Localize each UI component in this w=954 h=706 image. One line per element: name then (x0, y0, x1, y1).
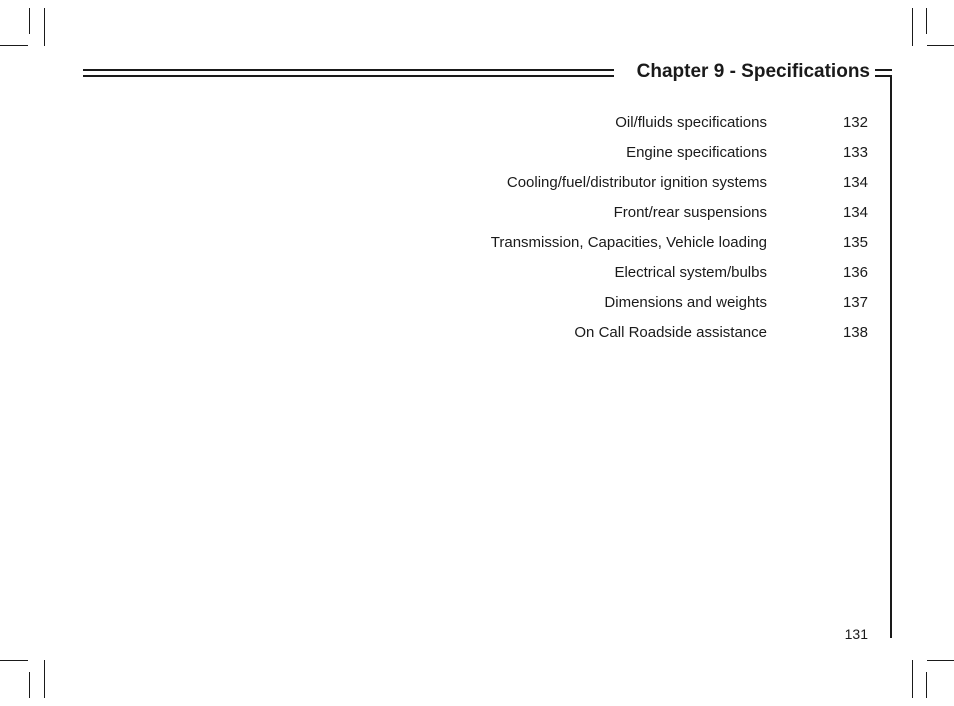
crop-mark-bottom-right-v2 (926, 672, 927, 698)
crop-mark-top-left-v2 (44, 8, 45, 46)
toc-row[interactable] (0, 322, 954, 344)
toc-label: Oil/fluids specifications (615, 114, 767, 131)
crop-mark-top-left-h (0, 45, 28, 46)
crop-mark-top-right-h (927, 45, 954, 46)
crop-mark-bottom-right-v1 (912, 660, 913, 698)
header-rule-left-bottom (83, 75, 614, 77)
toc-label: On Call Roadside assistance (574, 324, 767, 341)
toc-label: Electrical system/bulbs (614, 264, 767, 281)
crop-mark-bottom-left-h (0, 660, 28, 661)
toc-page-number: 134 (842, 174, 868, 191)
header-rule-left-top (83, 69, 614, 71)
toc-row[interactable] (0, 172, 954, 194)
toc-row[interactable] (0, 232, 954, 254)
toc-row[interactable] (0, 202, 954, 224)
crop-mark-bottom-left-v2 (44, 660, 45, 698)
toc-row[interactable] (0, 142, 954, 164)
crop-mark-top-left-v1 (29, 8, 30, 34)
header-rule-right-top (875, 69, 892, 71)
toc-row[interactable] (0, 292, 954, 314)
toc-label: Engine specifications (626, 144, 767, 161)
toc-page-number: 136 (842, 264, 868, 281)
crop-mark-bottom-left-v1 (29, 672, 30, 698)
toc-page-number: 134 (842, 204, 868, 221)
toc-label: Cooling/fuel/distributor ignition systems (506, 174, 767, 191)
page-number: 131 (844, 626, 868, 642)
toc-label: Dimensions and weights (604, 294, 767, 311)
toc-page-number: 132 (842, 114, 868, 131)
toc-row[interactable] (0, 112, 954, 134)
toc-label: Front/rear suspensions (613, 204, 767, 221)
toc-page-number: 138 (842, 324, 868, 341)
toc-page-number: 133 (842, 144, 868, 161)
crop-mark-bottom-right-h (927, 660, 954, 661)
crop-mark-top-right-v2 (926, 8, 927, 34)
toc-page-number: 137 (842, 294, 868, 311)
toc-row[interactable] (0, 262, 954, 284)
toc-label: Transmission, Capacities, Vehicle loading (490, 234, 767, 251)
chapter-title: Chapter 9 - Specifications (636, 61, 870, 82)
crop-mark-top-right-v1 (912, 8, 913, 46)
toc-page-number: 135 (842, 234, 868, 251)
